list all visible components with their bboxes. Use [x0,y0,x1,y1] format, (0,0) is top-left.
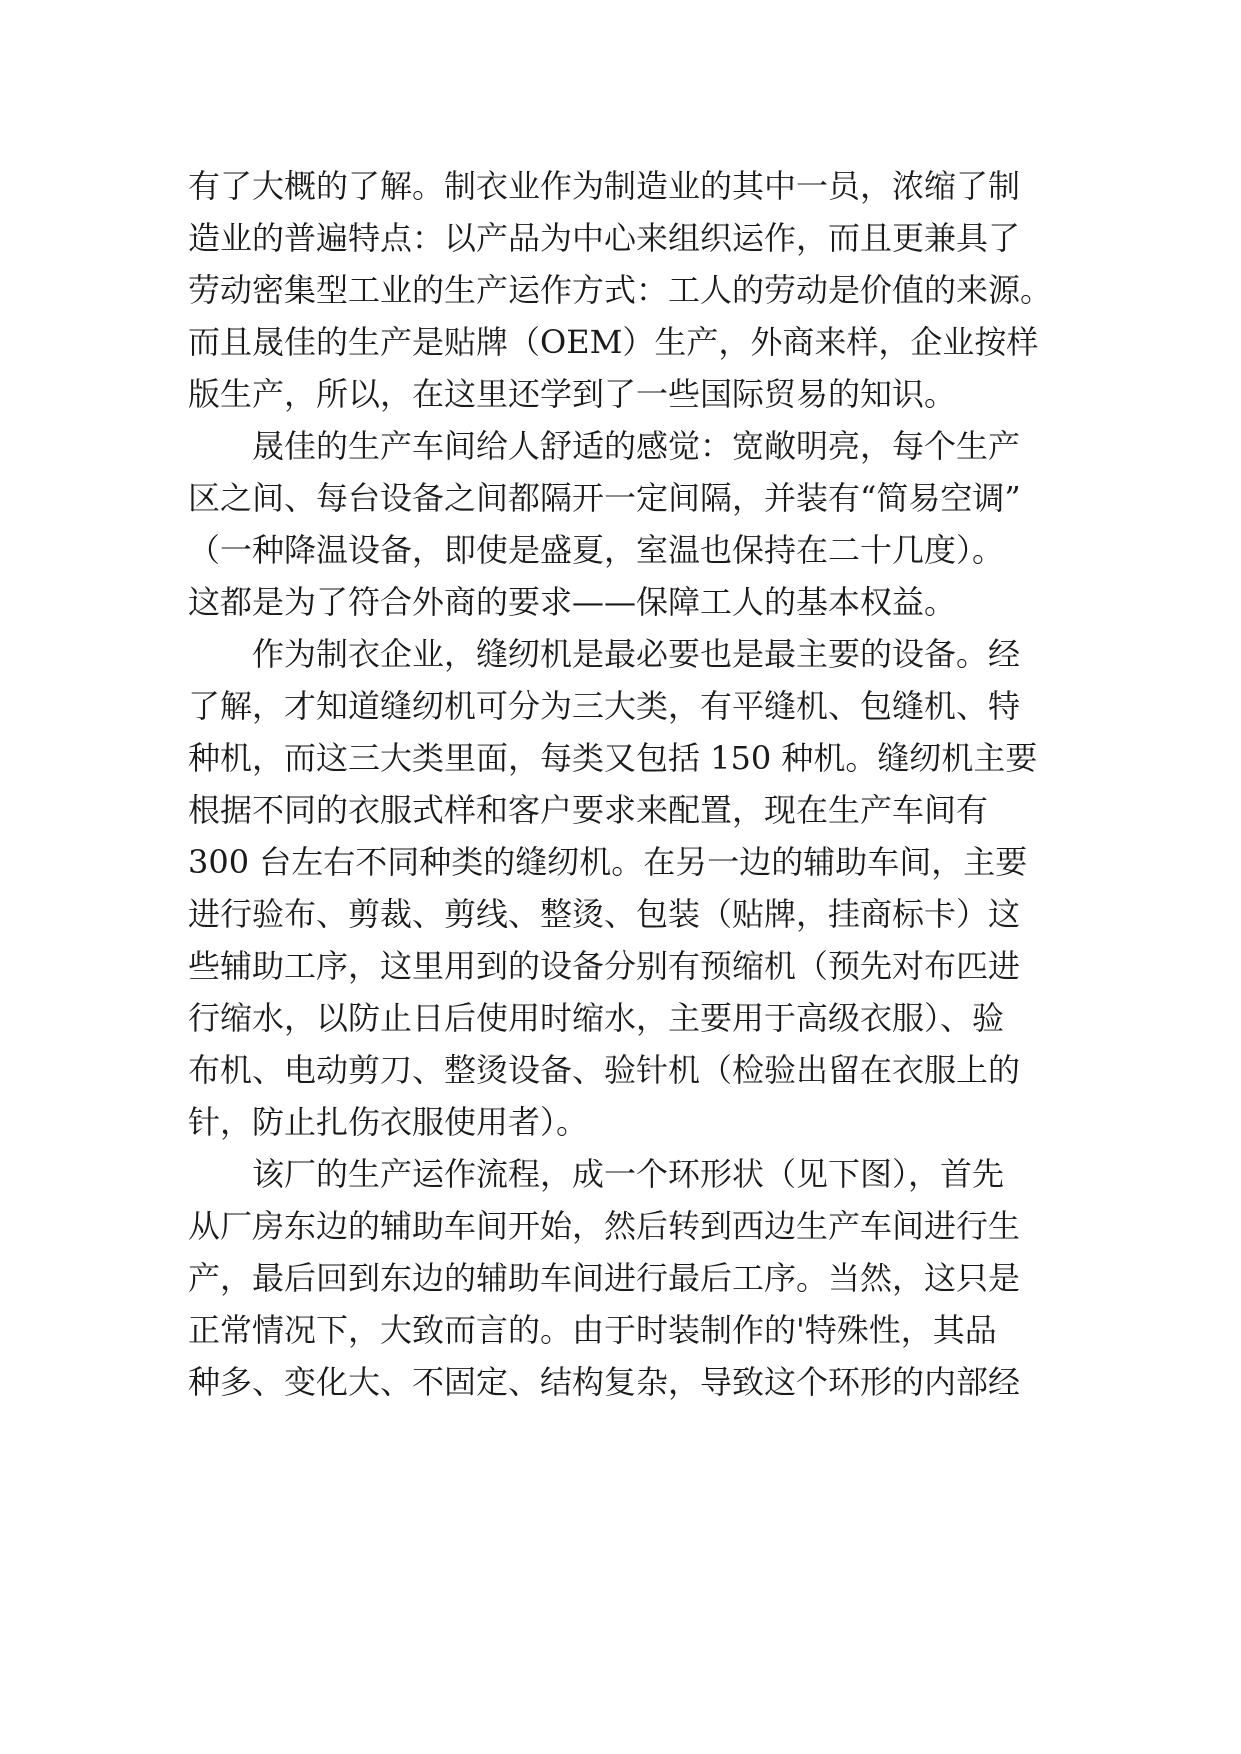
body-text [188,160,1068,1408]
text-line: 有了大概的了解。制衣业作为制造业的其中一员，浓缩了制 [188,167,1021,205]
text-line: 造业的普遍特点：以产品为中心来组织运作，而且更兼具了 [188,219,1021,257]
text-line: 了解，才知道缝纫机可分为三大类，有平缝机、包缝机、特 [188,687,1021,725]
text-line: 正常情况下，大致而言的。由于时装制作的'特殊性，其品 [188,1311,997,1349]
text-line: 产，最后回到东边的辅助车间进行最后工序。当然，这只是 [188,1259,1021,1297]
text-line: 布机、电动剪刀、整烫设备、验针机（检验出留在衣服上的 [188,1051,1021,1089]
text-line: 300 台左右不同种类的缝纫机。在另一边的辅助车间，主要 [188,843,1028,881]
text-line: 这都是为了符合外商的要求——保障工人的基本权益。 [188,583,957,621]
text-line: （一种降温设备，即使是盛夏，室温也保持在二十几度）。 [188,531,1005,569]
text-line: 从厂房东边的辅助车间开始，然后转到西边生产车间进行生 [188,1207,1021,1245]
text-line: 版生产，所以，在这里还学到了一些国际贸易的知识。 [188,375,957,413]
paragraph-first-line: 晟佳的生产车间给人舒适的感觉：宽敞明亮，每个生产 [252,427,1021,465]
text-line: 根据不同的衣服式样和客户要求来配置，现在生产车间有 [188,791,989,829]
text-line: 区之间、每台设备之间都隔开一定间隔，并装有“简易空调” [188,479,1021,517]
text-line: 行缩水，以防止日后使用时缩水，主要用于高级衣服）、验 [188,999,1005,1037]
text-line: 种多、变化大、不固定、结构复杂，导致这个环形的内部经 [188,1363,1021,1401]
text-line: 些辅助工序，这里用到的设备分别有预缩机（预先对布匹进 [188,947,1021,985]
text-line: 种机，而这三大类里面，每类又包括 150 种机。缝纫机主要 [188,739,1038,777]
text-line: 而且晟佳的生产是贴牌（OEM）生产，外商来样，企业按样 [188,323,1039,361]
paragraph-first-line: 该厂的生产运作流程，成一个环形状（见下图），首先 [252,1155,1005,1193]
paragraph-first-line: 作为制衣企业，缝纫机是最必要也是最主要的设备。经 [252,635,1021,673]
text-line: 劳动密集型工业的生产运作方式：工人的劳动是价值的来源。 [188,271,1053,309]
text-line: 进行验布、剪裁、剪线、整烫、包装（贴牌，挂商标卡）这 [188,895,1021,933]
text-line: 针，防止扎伤衣服使用者）。 [188,1103,589,1141]
